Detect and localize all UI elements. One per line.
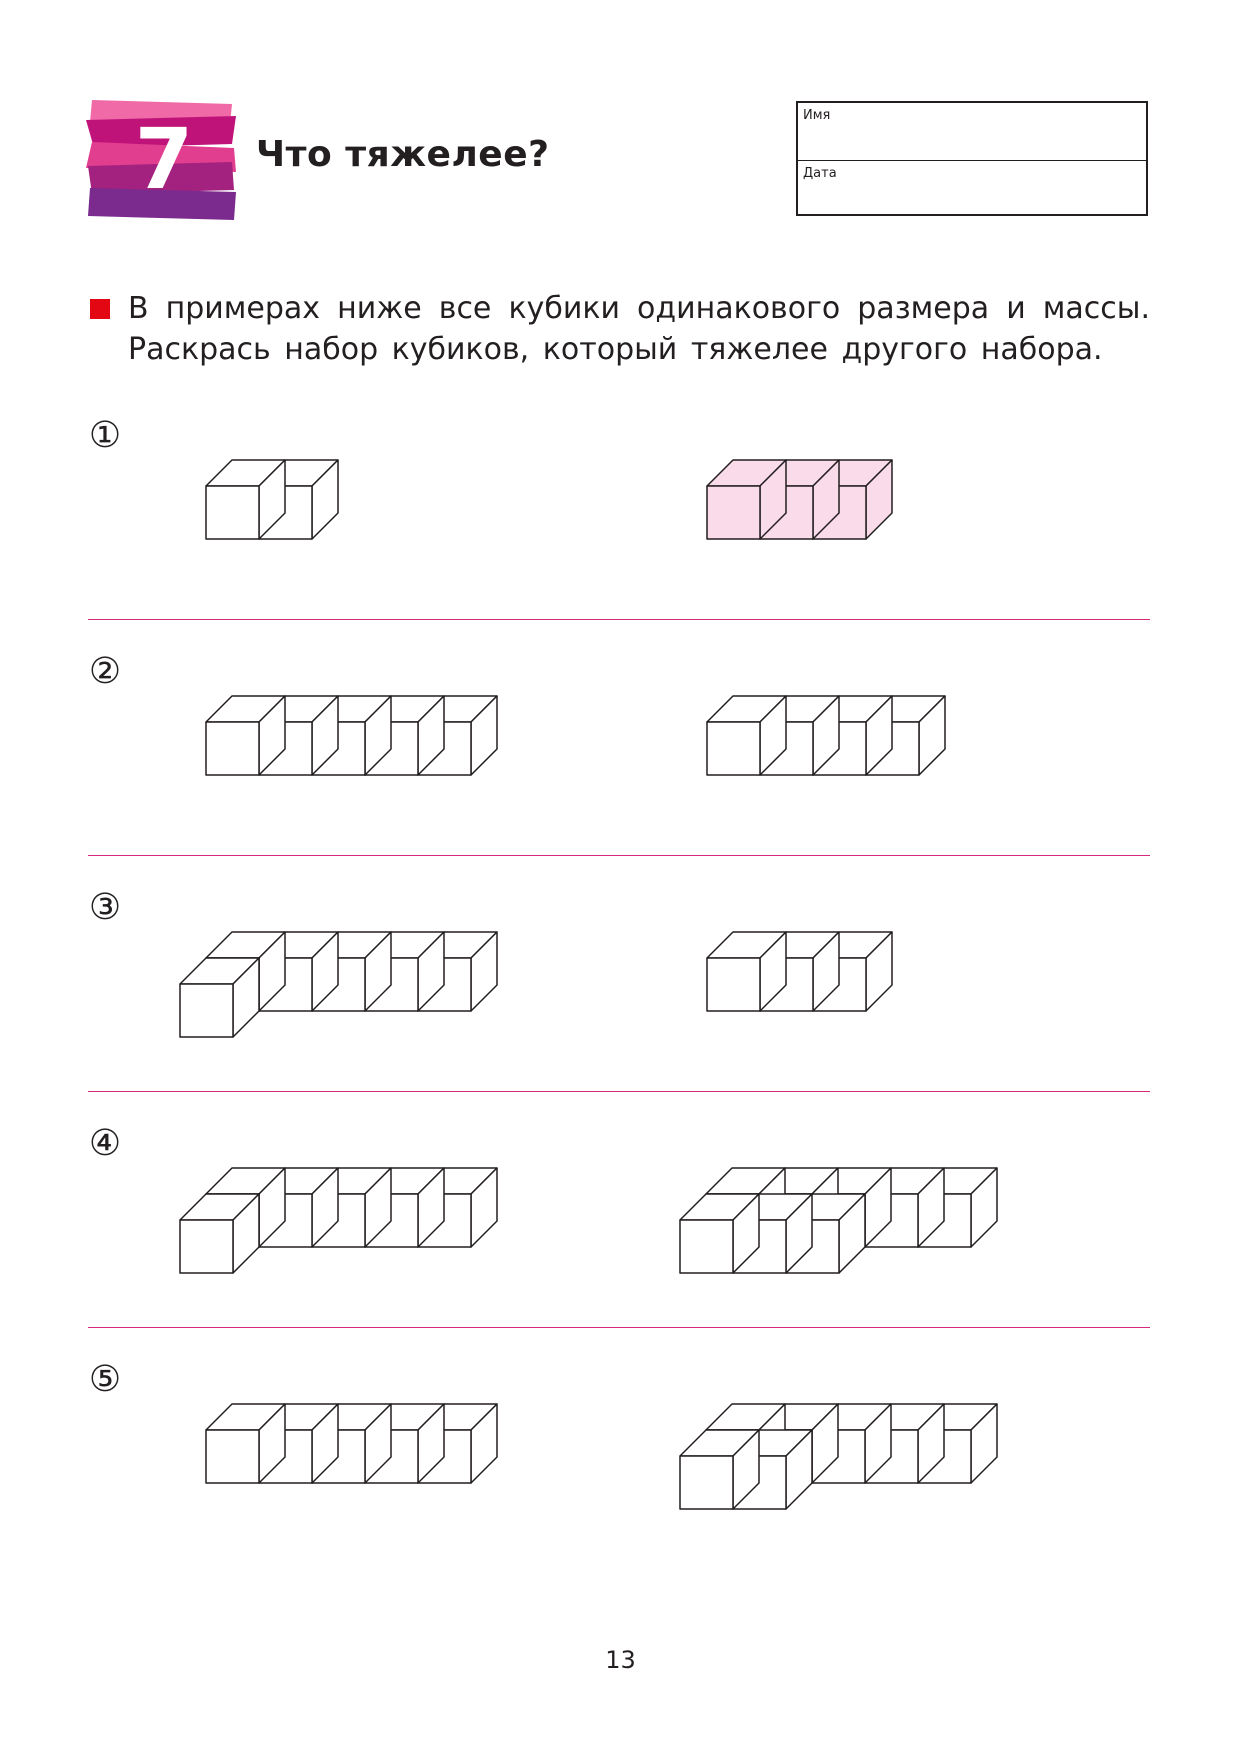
task-number-5: ⑤ [88,1359,122,1400]
page-title: Что тяжелее? [256,134,550,175]
instruction-text: В примерах ниже все кубики одинакового размера и массы. Раскрась набор кубиков, который тяжелее другого набора. [128,291,1150,367]
cube-front [206,722,259,775]
name-label: Имя [803,108,831,123]
cube-set-4-right[interactable] [680,1168,997,1273]
cube-front [680,1220,733,1273]
cube-front [680,1456,733,1509]
cube-front [707,486,760,539]
task-number-2: ② [88,651,122,692]
task-number-4: ④ [88,1123,122,1164]
cube-set-4-left[interactable] [180,1168,497,1273]
cube-set-2-left[interactable] [206,696,497,775]
cube-front [707,722,760,775]
cube-set-2-right[interactable] [707,696,945,775]
cube-set-3-left[interactable] [180,932,497,1037]
page-number: 13 [605,1646,636,1674]
lesson-number: 7 [134,110,194,208]
cube-set-5-left[interactable] [206,1404,497,1483]
cube-front [206,1430,259,1483]
cube-front [707,958,760,1011]
cube-set-1-left[interactable] [206,460,338,539]
cube-set-3-right[interactable] [707,932,892,1011]
task-number-1: ① [88,415,122,456]
task-number-3: ③ [88,887,122,928]
cube-set-1-right[interactable] [707,460,892,539]
cube-front [206,486,259,539]
cube-set-5-right[interactable] [680,1404,997,1509]
cube-front [180,1220,233,1273]
date-label: Дата [803,166,837,181]
cube-front [180,984,233,1037]
